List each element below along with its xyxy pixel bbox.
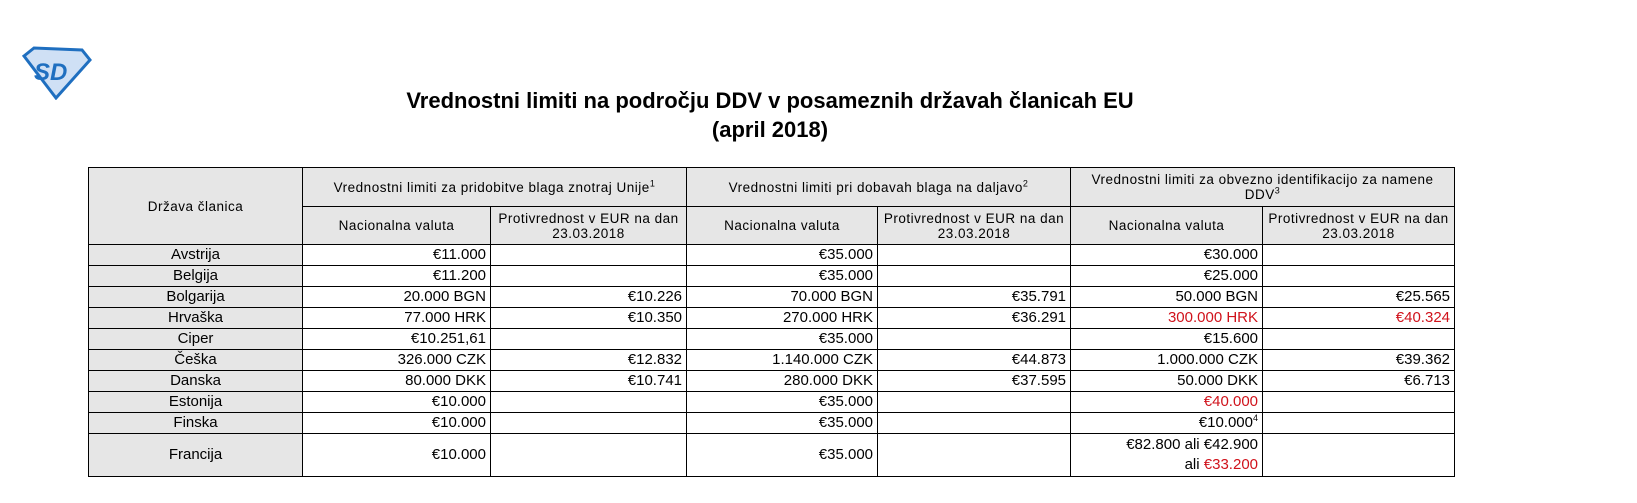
eur-value-cell [1263, 371, 1455, 392]
national-value-cell [303, 434, 491, 477]
header-eur-equivalent: Protivrednost v EUR na dan 23.03.2018 [1263, 207, 1455, 245]
cell-value: €25.000 [1203, 267, 1259, 284]
national-value-cell [1071, 287, 1263, 308]
national-value-cell [687, 329, 878, 350]
cell-value: €39.362 [1395, 351, 1451, 368]
national-value-cell [303, 266, 491, 287]
svg-text:SD: SD [34, 59, 68, 86]
cell-value: €40.324 [1395, 309, 1451, 326]
header-group-distance-sales: Vrednostni limiti pri dobavah blaga na daljavo$^2$ [687, 168, 1071, 207]
country-cell: Danska [89, 371, 303, 392]
cell-value: €35.000 [818, 246, 874, 263]
national-value-cell [303, 371, 491, 392]
header-eur-equivalent: Protivrednost v EUR na dan 23.03.2018 [878, 207, 1071, 245]
eur-value-cell [1263, 434, 1455, 477]
cell-value: €82.800 ali €42.900 [1126, 436, 1259, 453]
eur-value-cell [491, 350, 687, 371]
cell-value: €6.713 [1404, 372, 1451, 389]
eur-value-cell [491, 266, 687, 287]
table-row [89, 329, 1455, 350]
cell-value: 80.000 DKK [405, 372, 486, 389]
eur-value-cell [1263, 266, 1455, 287]
eur-value-cell [491, 245, 687, 266]
cell-value: €11.200 [432, 267, 486, 284]
national-value-cell [1071, 308, 1263, 329]
cell-value: €36.291 [1011, 309, 1067, 326]
cell-value: €44.873 [1011, 351, 1067, 368]
cell-value: €40.000 [1203, 393, 1259, 410]
header-group-acquisitions: Vrednostni limiti za pridobitve blaga znotraj Unije$^1$ [303, 168, 687, 207]
national-value-cell [303, 392, 491, 413]
header-national-currency: Nacionalna valuta [687, 207, 878, 245]
eur-value-cell [491, 434, 687, 477]
national-value-cell [303, 245, 491, 266]
national-value-cell [687, 266, 878, 287]
cell-value: €10.000 [431, 414, 486, 431]
header-national-currency: Nacionalna valuta [303, 207, 491, 245]
cell-value: 270.000 HRK [782, 309, 874, 326]
vat-limits-table [88, 167, 1455, 477]
national-value-cell [303, 329, 491, 350]
national-value-cell [687, 413, 878, 434]
eur-value-cell [878, 413, 1071, 434]
header-national-currency: Nacionalna valuta [1071, 207, 1263, 245]
cell-value: €10.226 [627, 288, 683, 305]
eur-value-cell [878, 392, 1071, 413]
cell-value: €35.000 [818, 414, 874, 431]
cell-value: €25.565 [1395, 288, 1451, 305]
cell-value: €10.000 [431, 393, 486, 410]
page-subtitle: (april 2018) [711, 117, 829, 142]
table-row [89, 371, 1455, 392]
country-cell: Avstrija [89, 245, 303, 266]
cell-value: €35.000 [818, 330, 874, 347]
cell-value: 77.000 HRK [404, 309, 486, 326]
header-country: Država članica [89, 168, 303, 245]
cell-value: 70.000 BGN [790, 288, 874, 305]
cell-value: €12.832 [627, 351, 683, 368]
eur-value-cell [491, 413, 687, 434]
national-value-cell [303, 350, 491, 371]
table-row [89, 266, 1455, 287]
national-value-cell [1071, 392, 1263, 413]
table-row [89, 287, 1455, 308]
eur-value-cell [878, 266, 1071, 287]
eur-value-cell [1263, 245, 1455, 266]
national-value-cell [1071, 434, 1263, 477]
footnote-marker: 4 [1253, 413, 1259, 423]
eur-value-cell [491, 308, 687, 329]
country-cell: Estonija [89, 392, 303, 413]
cell-value: €11.000 [432, 246, 486, 263]
cell-value: 20.000 BGN [403, 288, 486, 305]
eur-value-cell [1263, 329, 1455, 350]
national-value-cell [1071, 350, 1263, 371]
table-row [89, 245, 1455, 266]
eur-value-cell [491, 329, 687, 350]
cell-value: €10.000 [431, 446, 486, 463]
eur-value-cell [878, 329, 1071, 350]
table-row [89, 392, 1455, 413]
national-value-cell [687, 245, 878, 266]
eur-value-cell [1263, 413, 1455, 434]
national-value-cell [1071, 413, 1263, 434]
eur-value-cell [1263, 350, 1455, 371]
cell-value: 50.000 BGN [1175, 288, 1259, 305]
cell-value: €35.000 [818, 393, 874, 410]
eur-value-cell [491, 287, 687, 308]
page-title: Vrednostni limiti na področju DDV v posameznih državah članicah EU [406, 88, 1134, 113]
country-cell: Francija [89, 434, 303, 477]
national-value-cell [687, 434, 878, 477]
table-row [89, 413, 1455, 434]
header-group-identification: Vrednostni limiti za obvezno identifikacijo za namene DDV$^3$ [1071, 168, 1455, 207]
eur-value-cell [1263, 287, 1455, 308]
cell-value: ali [1184, 456, 1204, 473]
national-value-cell [687, 392, 878, 413]
cell-value: €35.791 [1011, 288, 1067, 305]
national-value-cell [687, 287, 878, 308]
cell-value: 326.000 CZK [397, 351, 486, 368]
country-cell: Belgija [89, 266, 303, 287]
national-value-cell [1071, 329, 1263, 350]
national-value-cell [303, 413, 491, 434]
cell-value: 50.000 DKK [1177, 372, 1259, 389]
national-value-cell [687, 371, 878, 392]
national-value-cell [303, 308, 491, 329]
eur-value-cell [878, 350, 1071, 371]
cell-value: €10.251,61 [410, 330, 486, 347]
cell-value: 1.000.000 CZK [1157, 351, 1259, 368]
country-cell: Ciper [89, 329, 303, 350]
cell-value: €30.000 [1203, 246, 1259, 263]
table-row [89, 350, 1455, 371]
cell-value: €33.200 [1203, 456, 1259, 473]
cell-value: €35.000 [818, 446, 874, 463]
eur-value-cell [878, 245, 1071, 266]
country-cell: Češka [89, 350, 303, 371]
country-cell: Finska [89, 413, 303, 434]
eur-value-cell [1263, 392, 1455, 413]
national-value-cell [687, 350, 878, 371]
eur-value-cell [491, 371, 687, 392]
cell-value: €15.600 [1203, 330, 1259, 347]
cell-value: 300.000 HRK [1167, 309, 1259, 326]
cell-value: €10.741 [627, 372, 683, 389]
national-value-cell [687, 308, 878, 329]
national-value-cell [303, 287, 491, 308]
header-eur-equivalent: Protivrednost v EUR na dan 23.03.2018 [491, 207, 687, 245]
table-row [89, 308, 1455, 329]
country-cell: Hrvaška [89, 308, 303, 329]
cell-value: €37.595 [1011, 372, 1067, 389]
cell-value: 280.000 DKK [783, 372, 874, 389]
eur-value-cell [878, 371, 1071, 392]
national-value-cell [1071, 371, 1263, 392]
eur-value-cell [878, 308, 1071, 329]
eur-value-cell [878, 287, 1071, 308]
eur-value-cell [1263, 308, 1455, 329]
cell-value: €10.000 [1198, 414, 1253, 431]
national-value-cell [1071, 266, 1263, 287]
national-value-cell [1071, 245, 1263, 266]
country-cell: Bolgarija [89, 287, 303, 308]
cell-value: €10.350 [627, 309, 683, 326]
cell-value: €35.000 [818, 267, 874, 284]
eur-value-cell [491, 392, 687, 413]
table-row [89, 434, 1455, 477]
cell-value: 1.140.000 CZK [772, 351, 874, 368]
eur-value-cell [878, 434, 1071, 477]
